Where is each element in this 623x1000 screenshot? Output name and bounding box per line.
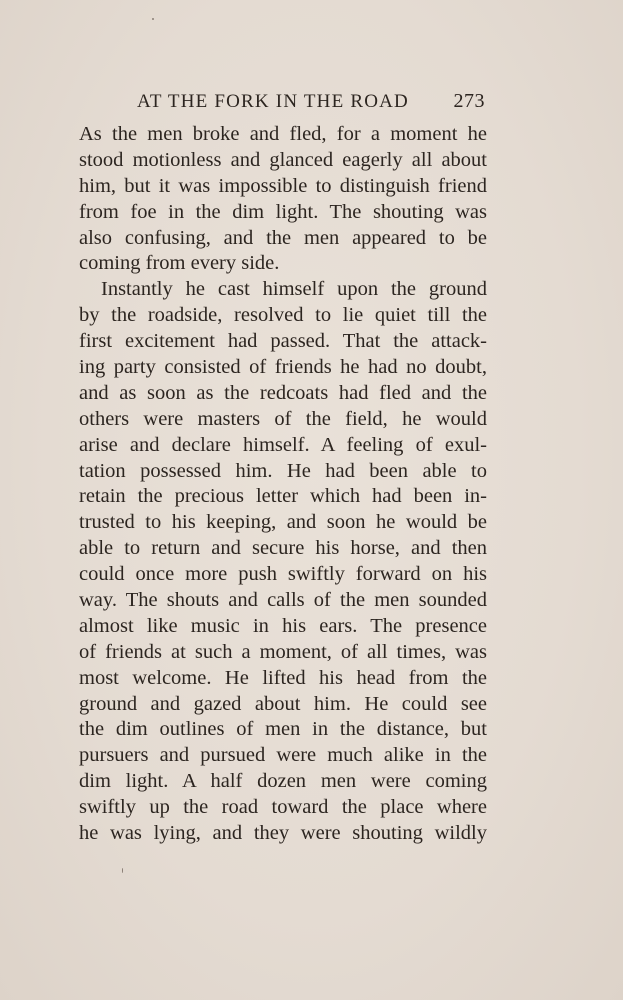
body-text <box>79 122 487 847</box>
text-line: he was lying, and they were shouting wildly <box>79 822 487 845</box>
running-title: AT THE FORK IN THE ROAD <box>137 91 409 112</box>
paper-speck <box>122 868 123 873</box>
text-line: arise and declare himself. A feeling of exul- <box>79 433 487 456</box>
text-line: the dim outlines of men in the distance, but <box>79 718 487 741</box>
text-line: way. The shouts and calls of the men sounded <box>79 589 487 612</box>
text-line: swiftly up the road toward the place where <box>79 796 487 819</box>
text-line: almost like music in his ears. The presence <box>79 614 487 637</box>
text-line: of friends at such a moment, of all times, was <box>79 640 487 663</box>
text-line: most welcome. He lifted his head from the <box>79 666 487 689</box>
text-line: tation possessed him. He had been able to <box>79 459 487 482</box>
text-line: and as soon as the redcoats had fled and the <box>79 381 487 404</box>
text-line: able to return and secure his horse, and then <box>79 537 487 560</box>
text-line: trusted to his keeping, and soon he would be <box>79 511 487 534</box>
text-line: by the roadside, resolved to lie quiet till the <box>79 304 487 327</box>
text-line: others were masters of the field, he would <box>79 407 487 430</box>
text-line: first excitement had passed. That the attack- <box>79 330 487 353</box>
text-line: As the men broke and fled, for a moment he <box>79 123 487 145</box>
text-line: ground and gazed about him. He could see <box>79 692 487 715</box>
text-line: also confusing, and the men appeared to be <box>79 226 487 249</box>
text-line: Instantly he cast himself upon the ground <box>101 278 487 301</box>
text-line: ing party consisted of friends he had no doubt, <box>79 356 487 379</box>
text-line: retain the precious letter which had been in- <box>79 485 487 508</box>
page-number: 273 <box>453 90 485 112</box>
text-line: from foe in the dim light. The shouting was <box>79 200 487 223</box>
paper-speck <box>152 18 154 20</box>
text-line: pursuers and pursued were much alike in the <box>79 744 487 767</box>
running-head <box>79 88 491 118</box>
text-line: could once more push swiftly forward on his <box>79 563 487 586</box>
text-line: stood motionless and glanced eagerly all about <box>79 148 487 171</box>
text-line: dim light. A half dozen men were coming <box>79 770 487 793</box>
text-line: coming from every side. <box>79 252 280 275</box>
text-line: him, but it was impossible to distinguish friend <box>79 174 487 197</box>
